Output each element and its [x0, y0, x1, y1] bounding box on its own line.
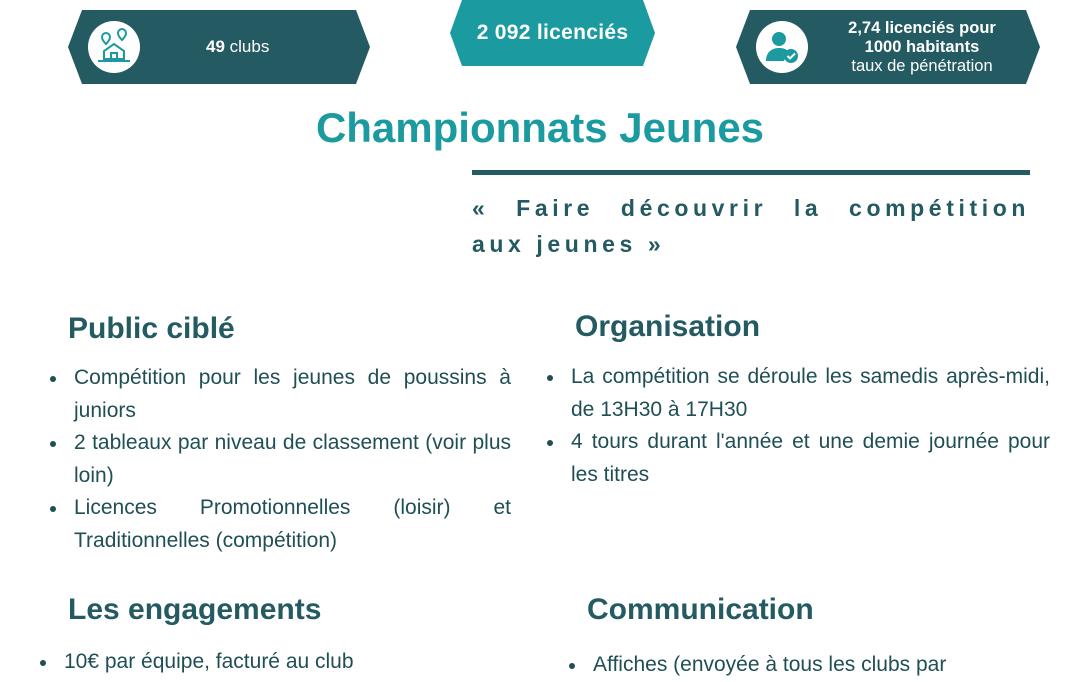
section-title-communication: Communication [587, 593, 814, 626]
penetration-text: 2,74 licenciés pour 1000 habitants taux de pénétration [848, 18, 996, 75]
penetration-stat-badge [736, 10, 1040, 84]
section-title-engagements: Les engagements [68, 593, 322, 626]
title-divider [472, 170, 1030, 175]
page-quote: « Faire découvrir la compétition aux jeunes » [472, 195, 1030, 257]
user-check-icon [756, 21, 808, 73]
clubs-count-text: 49 clubs [206, 37, 270, 56]
engagements-list [38, 646, 518, 679]
section-title-organisation: Organisation [575, 310, 761, 343]
list-item: Affiches (envoyée à tous les clubs par [567, 649, 1040, 682]
licencies-count-text: 2 092 licenciés [476, 21, 629, 44]
list-item: Licences Promotionnelles (loisir) et Traditionnelles (compétition) [48, 492, 511, 557]
licencies-stat-badge [450, 0, 655, 66]
list-item: La compétition se déroule les samedis après-midi, de 13H30 à 17H30 [545, 361, 1050, 426]
list-item: Compétition pour les jeunes de poussins à juniors [48, 362, 511, 427]
list-item: 4 tours durant l'année et une demie journée pour les titres [545, 426, 1050, 491]
section-title-public: Public ciblé [68, 312, 235, 345]
communication-list [567, 649, 1040, 682]
list-item: 10€ par équipe, facturé au club [38, 646, 518, 679]
organisation-list [545, 361, 1050, 491]
clubs-stat-badge [68, 10, 370, 84]
public-list [48, 362, 511, 557]
map-pins-house-icon [88, 21, 140, 73]
list-item: 2 tableaux par niveau de classement (voir plus loin) [48, 427, 511, 492]
page-title: Championnats Jeunes [315, 104, 765, 151]
